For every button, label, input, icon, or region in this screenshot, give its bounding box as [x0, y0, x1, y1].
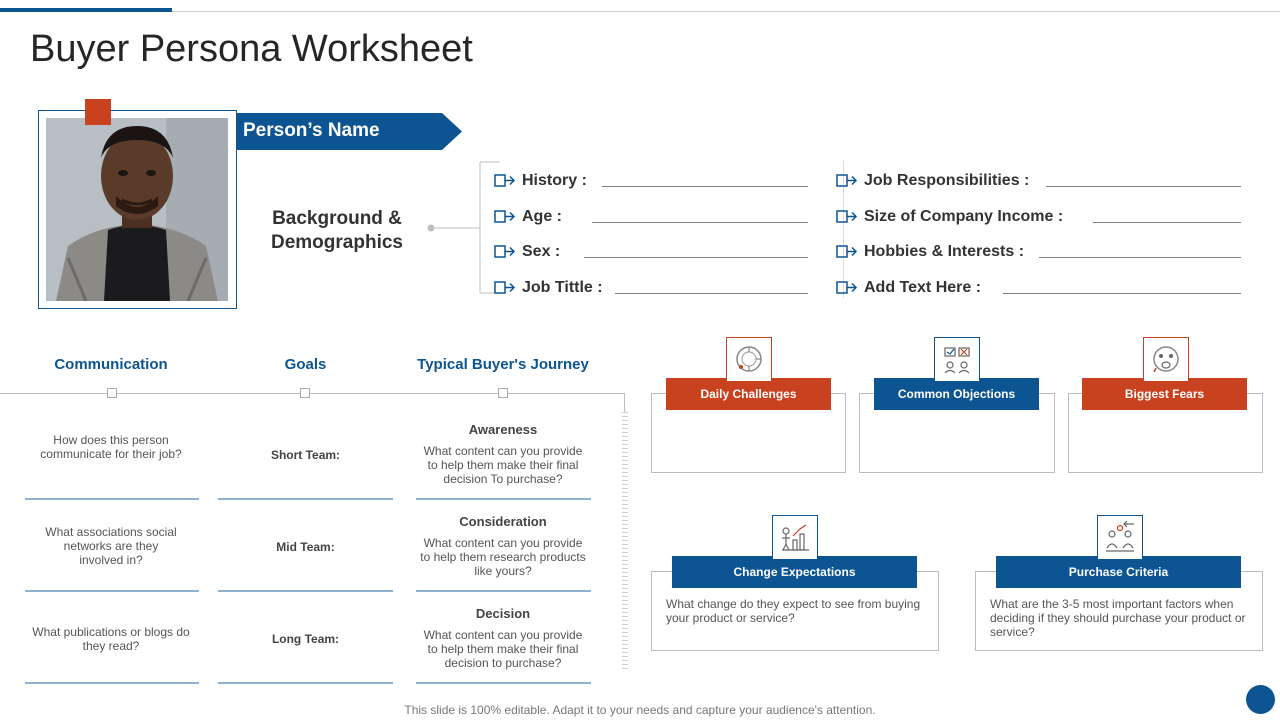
communication-cell: What publications or blogs do they read?: [32, 625, 190, 653]
row-divider: [218, 682, 393, 684]
background-demographics-label: Background & Demographics: [271, 208, 403, 253]
arrow-box-icon: [494, 174, 516, 188]
job-responsibilities-input-line[interactable]: [1046, 186, 1241, 187]
row-divider: [218, 590, 393, 592]
column-marker: [300, 388, 310, 398]
job-title-input-line[interactable]: [615, 293, 808, 294]
journey-stage-title: Decision: [475, 606, 531, 621]
add-text-input-line[interactable]: [1003, 293, 1241, 294]
journey-stage-text: What content can you provide to help them research products like yours?: [420, 536, 586, 578]
corner-dot: [1246, 685, 1275, 714]
field-label: History :: [522, 172, 587, 189]
person-name-label[interactable]: Person’s Name: [243, 120, 380, 141]
person-portrait-icon: [46, 118, 228, 301]
header-buyers-journey: Typical Buyer's Journey: [417, 356, 589, 373]
fear-face-icon: [1143, 337, 1189, 382]
journey-stage-title: Consideration: [459, 514, 547, 529]
company-income-input-line[interactable]: [1093, 222, 1241, 223]
arrow-box-icon: [494, 245, 516, 259]
arrow-box-icon: [836, 245, 858, 259]
field-label: Sex :: [522, 243, 561, 260]
header-rule: [0, 393, 624, 394]
journey-stage-text: What content can you provide to help them make their final decision To purchase?: [423, 444, 583, 486]
field-label: Hobbies & Interests :: [864, 243, 1025, 260]
arrow-box-icon: [494, 210, 516, 224]
header-goals: Goals: [284, 356, 327, 373]
arrow-box-icon: [836, 281, 858, 295]
column-marker: [498, 388, 508, 398]
purchase-criteria-text: What are the 3-5 most important factors when deciding if they should purchase your product or service?: [990, 597, 1246, 639]
header-rule-end: [624, 393, 625, 413]
change-expectations-label: Change Expectations: [672, 556, 917, 588]
sex-input-line[interactable]: [584, 257, 808, 258]
field-label: Add Text Here :: [864, 279, 982, 296]
goal-cell: Short Team:: [270, 448, 341, 462]
row-divider: [416, 682, 591, 684]
hobbies-input-line[interactable]: [1039, 257, 1241, 258]
decision-board-icon: [934, 337, 980, 382]
communication-cell: What associations social networks are they involved in?: [45, 525, 177, 567]
goal-cell: Mid Team:: [276, 540, 335, 554]
photo-badge: [85, 99, 111, 125]
dotted-separator: [622, 412, 628, 670]
page-title: Buyer Persona Worksheet: [30, 28, 473, 70]
column-marker: [107, 388, 117, 398]
maze-head-icon: [726, 337, 772, 382]
row-divider: [416, 498, 591, 500]
field-label: Job Responsibilities :: [864, 172, 1030, 189]
top-rule: [0, 11, 1280, 12]
common-objections-label: Common Objections: [874, 378, 1039, 410]
goal-cell: Long Team:: [271, 632, 340, 646]
row-divider: [25, 498, 199, 500]
journey-stage-text: What content can you provide to help them make their final decision to purchase?: [423, 628, 583, 670]
arrow-box-icon: [836, 174, 858, 188]
footer-note: This slide is 100% editable. Adapt it to your needs and capture your audience's attention.: [404, 703, 876, 717]
change-expectations-text: What change do they expect to see from buying your product or service?: [666, 597, 921, 625]
field-label: Age :: [522, 208, 562, 225]
row-divider: [218, 498, 393, 500]
row-divider: [25, 590, 199, 592]
header-communication: Communication: [54, 356, 168, 373]
journey-stage-title: Awareness: [468, 422, 538, 437]
row-divider: [416, 590, 591, 592]
top-accent-bar: [0, 8, 172, 12]
growth-chart-icon: [772, 515, 818, 560]
persona-photo: [46, 118, 228, 301]
row-divider: [25, 682, 199, 684]
communication-cell: How does this person communicate for their job?: [40, 433, 182, 461]
biggest-fears-label: Biggest Fears: [1082, 378, 1247, 410]
age-input-line[interactable]: [592, 222, 808, 223]
arrow-box-icon: [494, 281, 516, 295]
arrow-box-icon: [836, 210, 858, 224]
field-label: Job Tittle :: [522, 279, 603, 296]
purchase-criteria-label: Purchase Criteria: [996, 556, 1241, 588]
daily-challenges-label: Daily Challenges: [666, 378, 831, 410]
field-label: Size of Company Income :: [864, 208, 1064, 225]
history-input-line[interactable]: [602, 186, 808, 187]
buyer-criteria-icon: [1097, 515, 1143, 560]
